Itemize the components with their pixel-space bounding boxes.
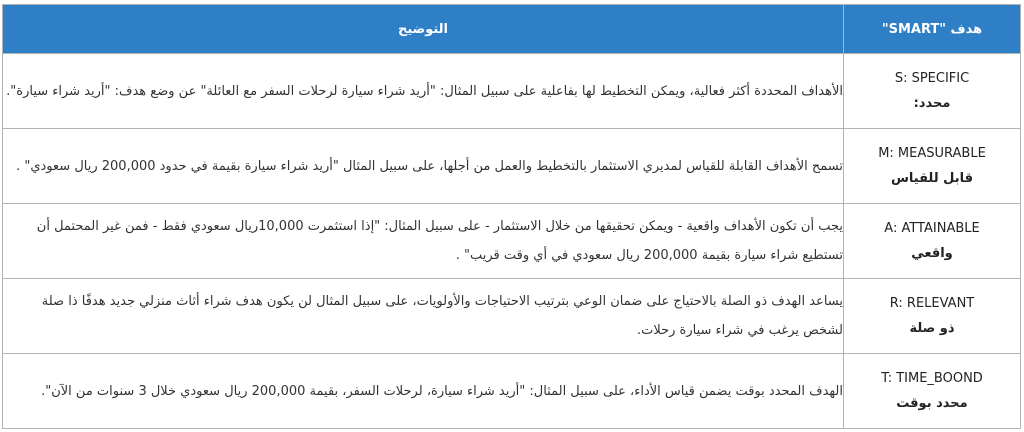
term-arabic: محدد: <box>913 96 951 111</box>
term-arabic: محدد بوقت <box>896 396 968 411</box>
table-body <box>3 54 1021 429</box>
table-row-time-bound <box>3 354 1021 429</box>
term-english: R: RELEVANT <box>889 296 975 311</box>
header-row <box>3 5 1021 54</box>
term-cell <box>844 54 1021 129</box>
term-arabic: ذو صلة <box>909 321 955 336</box>
header-description: التوضيح <box>3 5 844 54</box>
table-header <box>3 5 1021 54</box>
term-arabic: واقعي <box>911 246 953 261</box>
table-row-measurable <box>3 129 1021 204</box>
header-term: هدف "SMART" <box>844 5 1021 54</box>
table-row-relevant <box>3 279 1021 354</box>
term-cell <box>844 354 1021 429</box>
description-cell: يجب أن تكون الأهداف واقعية - ويمكن تحقيقها من خلال الاستثمار - على سبيل المثال: "إذا استثمرت 10,000ريال سعودي فقط - فمن غير المحتمل أن تستطيع شراء سيارة بقيمة 200,000 ريال سعودي في أي وقت قريب" . <box>3 204 844 279</box>
smart-goals-table <box>2 4 1021 429</box>
term-cell <box>844 279 1021 354</box>
table-row-specific <box>3 54 1021 129</box>
description-cell: الأهداف المحددة أكثر فعالية، ويمكن التخطيط لها بفاعلية على سبيل المثال: "أريد شراء سيارة لرحلات السفر مع العائلة" عن وضع هدف: "أريد شراء سيارة". <box>3 54 844 129</box>
description-cell: تسمح الأهداف القابلة للقياس لمديري الاستثمار بالتخطيط والعمل من أجلها، على سبيل المثال "أريد شراء سيارة بقيمة في حدود 200,000 ريال سعودي" . <box>3 129 844 204</box>
term-arabic: قابل للقياس <box>890 171 974 186</box>
term-cell <box>844 204 1021 279</box>
term-english: M: MEASURABLE <box>878 146 986 161</box>
description-cell: يساعد الهدف ذو الصلة بالاحتياج على ضمان الوعي بترتيب الاحتياجات والأولويات، على سبيل المثال لن يكون هدف شراء أثاث منزلي جديد هدفًا ذا صلة لشخص يرغب في شراء سيارة رحلات. <box>3 279 844 354</box>
term-english: A: ATTAINABLE <box>884 221 980 236</box>
term-english: S: SPECIFIC <box>894 71 970 86</box>
term-english: T: TIME_BOOND <box>881 371 983 386</box>
description-cell: الهدف المحدد بوقت يضمن قياس الأداء، على سبيل المثال: "أريد شراء سيارة، لرحلات السفر، بقيمة 200,000 ريال سعودي خلال 3 سنوات من الآن". <box>3 354 844 429</box>
term-cell <box>844 129 1021 204</box>
table-row-attainable <box>3 204 1021 279</box>
